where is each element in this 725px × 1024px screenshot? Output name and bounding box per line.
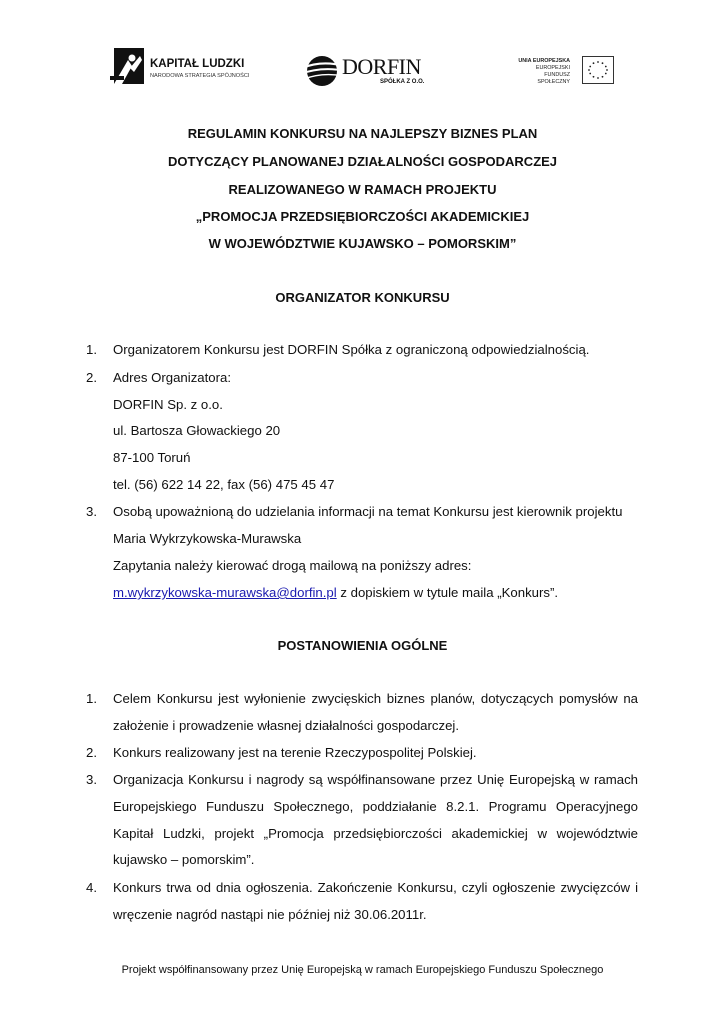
- contact-person-name: Maria Wykrzykowska-Murawska: [113, 531, 302, 546]
- item-number: 2.: [86, 370, 97, 385]
- ue-text: [512, 58, 570, 86]
- general-item-1-line-1: Celem Konkursu jest wyłonienie zwycięskich biznes planów, dotyczących pomysłów na: [113, 691, 638, 706]
- contact-email-suffix: z dopiskiem w tytule maila „Konkurs”.: [336, 585, 559, 600]
- dorfin-globe-icon: [300, 54, 346, 88]
- page-footer: Projekt współfinansowany przez Unię Europejską w ramach Europejskiego Funduszu Społecznego: [121, 964, 604, 976]
- title-line-1: REGULAMIN KONKURSU NA NAJLEPSZY BIZNES PLAN: [187, 126, 538, 141]
- kapital-ludzki-subtitle: NARODOWA STRATEGIA SPÓJNOŚCI: [150, 73, 250, 79]
- eu-flag-icon: [582, 56, 614, 84]
- general-item-3-line-2: Europejskiego Funduszu Społecznego, poddziałanie 8.2.1. Programu Operacyjnego: [113, 799, 638, 814]
- address-label: Adres Organizatora:: [113, 370, 232, 385]
- item-number: 1.: [86, 342, 97, 357]
- ue-efs-logo: [512, 56, 616, 86]
- contact-instruction: Zapytania należy kierować drogą mailową na poniższy adres:: [113, 558, 472, 573]
- general-item-4-line-2: wręczenie nagród nastąpi nie później niż 30.06.2011r.: [113, 907, 427, 922]
- item-number: 3.: [86, 772, 97, 787]
- address-city: 87-100 Toruń: [113, 450, 191, 465]
- section-heading-organizer: ORGANIZATOR KONKURSU: [275, 290, 450, 305]
- general-item-2-line-1: Konkurs realizowany jest na terenie Rzeczypospolitej Polskiej.: [113, 745, 477, 760]
- kapital-ludzki-name: KAPITAŁ LUDZKI: [150, 58, 245, 70]
- organizer-text: Organizatorem Konkursu jest DORFIN Spółka z ograniczoną odpowiedzialnością.: [113, 342, 590, 357]
- title-line-3: REALIZOWANEGO W RAMACH PROJEKTU: [228, 182, 497, 197]
- item-number: 2.: [86, 745, 97, 760]
- dorfin-subtitle: SPÓŁKA Z O.O.: [380, 79, 425, 85]
- contact-person-intro: Osobą upoważnioną do udzielania informacji na temat Konkursu jest kierownik projektu: [113, 504, 623, 519]
- ue-line1: UNIA EUROPEJSKA: [518, 58, 570, 64]
- title-line-2: DOTYCZĄCY PLANOWANEJ DZIAŁALNOŚCI GOSPODARCZEJ: [167, 154, 558, 169]
- ue-line2: EUROPEJSKI: [535, 65, 570, 71]
- contact-email-link[interactable]: m.wykrzykowska-murawska@dorfin.pl: [113, 585, 337, 600]
- item-number: 4.: [86, 880, 97, 895]
- address-street: ul. Bartosza Głowackiego 20: [113, 423, 281, 438]
- kapital-ludzki-logo: [110, 46, 260, 88]
- general-item-3-line-1: Organizacja Konkursu i nagrody są współfinansowane przez Unię Europejską w ramach: [113, 772, 638, 787]
- title-line-5: W WOJEWÓDZTWIE KUJAWSKO – POMORSKIM”: [208, 236, 517, 251]
- ue-line3: FUNDUSZ SPOŁECZNY: [537, 72, 570, 85]
- dorfin-name: DORFIN: [342, 54, 421, 79]
- general-item-3-line-3: Kapitał Ludzki, projekt „Promocja przedsiębiorczości akademickiej w województwie: [113, 826, 638, 841]
- address-company: DORFIN Sp. z o.o.: [113, 397, 223, 412]
- general-item-4-line-1: Konkurs trwa od dnia ogłoszenia. Zakończenie Konkursu, czyli ogłoszenie zwycięzców i: [113, 880, 638, 895]
- kapital-ludzki-emblem-icon: [110, 46, 146, 88]
- dorfin-logo: [300, 52, 460, 92]
- contact-email-line: [113, 585, 558, 600]
- section-heading-general: POSTANOWIENIA OGÓLNE: [277, 638, 448, 653]
- general-item-3-line-4: kujawsko – pomorskim”.: [113, 852, 255, 867]
- general-item-1-line-2: założenie i prowadzenie własnej działalności gospodarczej.: [113, 718, 460, 733]
- title-line-4: „PROMOCJA PRZEDSIĘBIORCZOŚCI AKADEMICKIEJ: [195, 209, 530, 224]
- item-number: 1.: [86, 691, 97, 706]
- address-phone: tel. (56) 622 14 22, fax (56) 475 45 47: [113, 477, 335, 492]
- item-number: 3.: [86, 504, 97, 519]
